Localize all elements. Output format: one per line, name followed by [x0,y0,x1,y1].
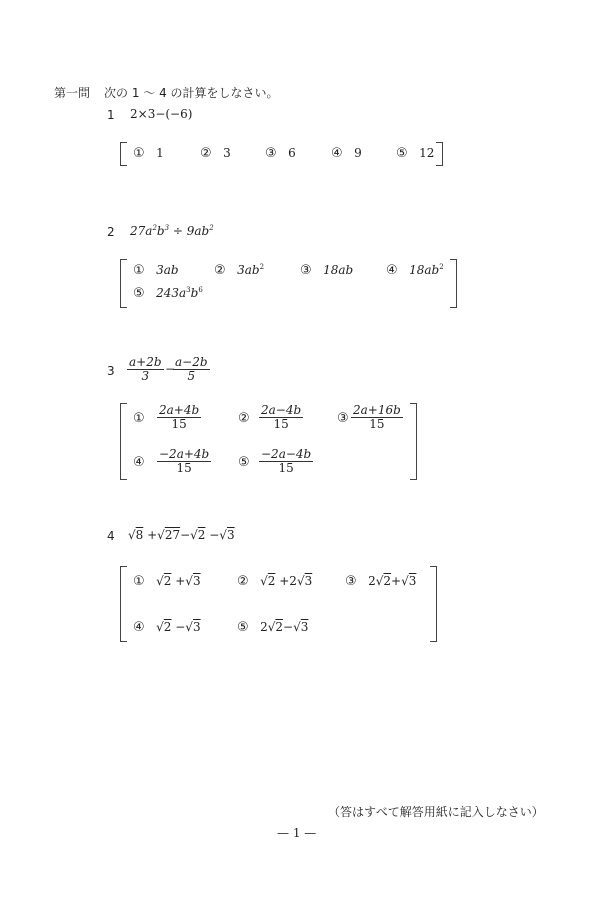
problem-1-right-bracket [436,142,443,166]
problem-3-fraction-1: $\frac{a+2b}{3}$ [129,355,162,383]
problem-2-choice-3[interactable]: ③ 18ab [300,263,354,278]
problem-4-number: 4 [107,529,115,543]
problem-4-choice-4[interactable]: ④ √2 −√3 [133,620,201,635]
problem-2-left-bracket [120,259,127,308]
problem-2-choice-4[interactable]: ④ $18ab^2$ [386,263,444,278]
problem-3-fraction-2: $\frac{a-2b}{5}$ [175,355,208,383]
problem-3-right-bracket [410,403,417,480]
problem-3-number: 3 [107,364,115,378]
problem-1-choice-5[interactable]: ⑤ 12 [396,146,435,161]
problem-1-choice-3[interactable]: ③ 6 [265,146,296,161]
problem-1-choice-2[interactable]: ② 3 [200,146,231,161]
problem-1-number: 1 [107,108,115,122]
problem-3-left-bracket [120,403,127,480]
problem-3-choice-2[interactable]: $\frac{2a-4b}{15}$ [261,403,302,431]
problem-4-right-bracket [430,566,437,642]
problem-3-choice-4-mark[interactable]: ④ [133,455,145,470]
problem-4-expression: √8 +√27−√2 −√3 [128,528,235,542]
answer-sheet-note: （答はすべて解答用紙に記入しなさい） [328,805,544,819]
problem-1-left-bracket [120,142,127,166]
problem-2-choice-2[interactable]: ② $3ab^2$ [214,263,265,278]
problem-2-expression: $27a^2b^3 \div 9ab^2$ [130,224,214,238]
problem-3-choice-3[interactable]: $\frac{2a+16b}{15}$ [353,403,401,431]
problem-3-operator: − [165,362,176,376]
problem-2-right-bracket [450,259,457,308]
problem-4-choice-1[interactable]: ① √2 +√3 [133,574,201,589]
section-heading: 第一問 [54,86,91,100]
problem-3-choice-1[interactable]: $\frac{2a+4b}{15}$ [159,403,200,431]
problem-4-choice-2[interactable]: ② √2 +2√3 [237,574,313,589]
problem-3-choice-3-mark[interactable]: ③ [337,411,349,426]
problem-3-choice-1-mark[interactable]: ① [133,411,145,426]
problem-3-choice-5[interactable]: $\frac{-2a-4b}{15}$ [261,447,312,475]
problem-3-choice-5-mark[interactable]: ⑤ [238,455,250,470]
problem-3-choice-2-mark[interactable]: ② [238,411,250,426]
problem-1-choice-1[interactable]: ① 1 [133,146,164,161]
problem-2-choice-5[interactable]: ⑤ $243a^3b^6$ [133,286,203,301]
problem-2-choice-1[interactable]: ① 3ab [133,263,179,278]
problem-4-choice-5[interactable]: ⑤ 2√2−√3 [237,620,309,635]
instruction-text: 次の 1 ～ 4 の計算をしなさい。 [104,86,279,100]
page-number: — 1 — [277,826,317,840]
problem-1-expression: 2×3−(−6) [130,107,193,121]
problem-4-left-bracket [120,566,127,642]
problem-4-choice-3[interactable]: ③ 2√2+√3 [345,574,417,589]
problem-1-choice-4[interactable]: ④ 9 [331,146,362,161]
problem-3-choice-4[interactable]: $\frac{-2a+4b}{15}$ [159,447,210,475]
problem-2-number: 2 [107,225,115,239]
